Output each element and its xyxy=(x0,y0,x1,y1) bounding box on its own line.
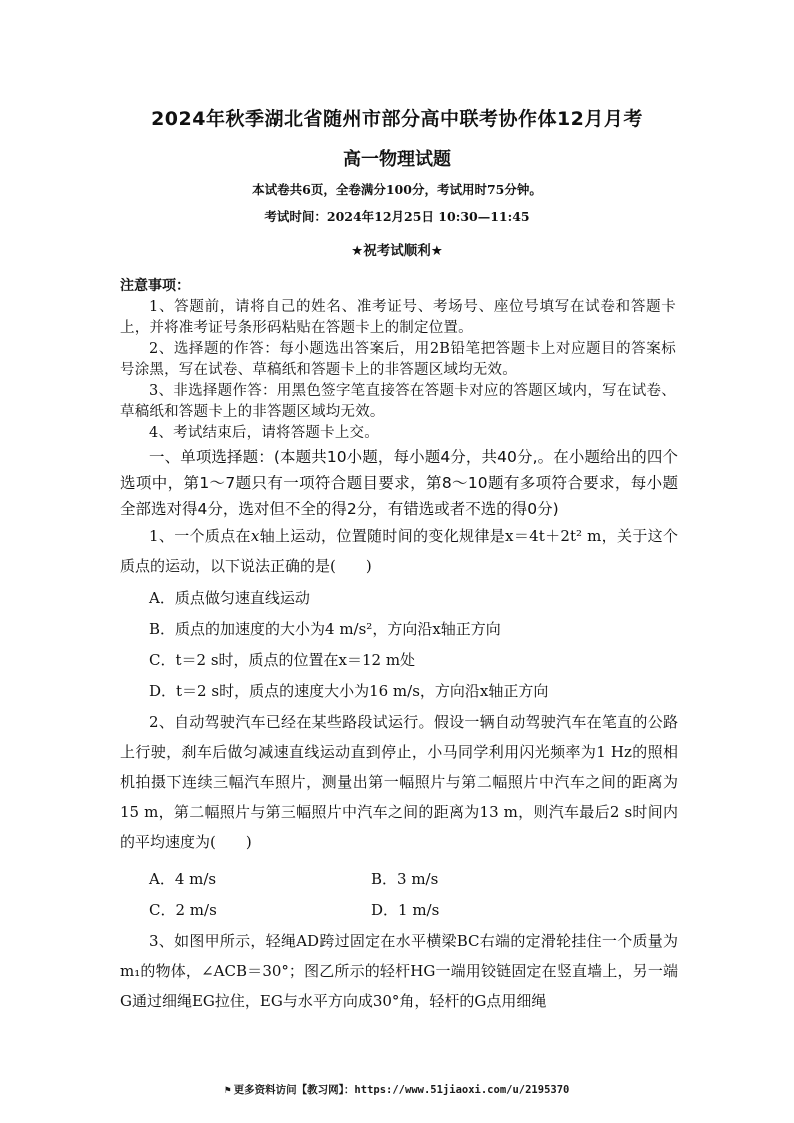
question-3 xyxy=(120,926,678,1016)
q2-option-b: B．3 m/s xyxy=(371,870,439,888)
exam-time-line: 考试时间：2024年12月25日 10:30—11:45 xyxy=(264,209,530,224)
exam-subtitle: 高一物理试题 xyxy=(343,149,451,170)
q1-option-d: D．t＝2 s时，质点的速度大小为16 m/s，方向沿x轴正方向 xyxy=(149,682,549,700)
q1-option-a: A．质点做匀速直线运动 xyxy=(149,589,310,607)
exam-info-line: 本试卷共6页，全卷满分100分，考试用时75分钟。 xyxy=(252,182,542,197)
footer-text[interactable]: 更多资料访问【教习网】：https://www.51jiaoxi.com/u/2195370 xyxy=(233,1084,570,1096)
section-heading: 一、单项选择题：(本题共10小题，每小题4分，共40分,。在小题给出的四个选项中，第1～7题只有一项符合题目要求，第8～10题有多项符合要求，每小题全部选对得4分，选对但不全的得2分，有错选或者不选的得0分) xyxy=(120,448,678,518)
exam-title: 2024年秋季湖北省随州市部分高中联考协作体12月月考 xyxy=(151,108,643,130)
good-luck-line: ★祝考试顺利★ xyxy=(351,243,443,259)
notes-section xyxy=(120,276,676,444)
question-2-stem: 2、自动驾驶汽车已经在某些路段试运行。假设一辆自动驾驶汽车在笔直的公路上行驶，刹车后做匀减速直线运动直到停止，小马同学利用闪光频率为1 Hz的照相机拍摄下连续三幅汽车照片，测量出第一幅照片与第二幅照片中汽车之间的距离为15 m，第二幅照片与第三幅照片中汽车之间的距离为13 m，则汽车最后2 s时间内的平均速度为( ) xyxy=(120,713,678,851)
notes-title: 注意事项： xyxy=(120,278,190,294)
question-2 xyxy=(120,707,678,857)
note-item: 1、答题前，请将自己的姓名、准考证号、考场号、座位号填写在试卷和答题卡上，并将准考证号条形码粘贴在答题卡上的制定位置。 xyxy=(120,299,676,336)
question-3-stem: 3、如图甲所示，轻绳AD跨过固定在水平横梁BC右端的定滑轮挂住一个质量为m₁的物体，∠ACB＝30°；图乙所示的轻杆HG一端用铰链固定在竖直墙上，另一端G通过细绳EG拉住，EG与水平方向成30°角，轻杆的G点用细绳 xyxy=(120,932,678,1010)
q1-option-c: C．t＝2 s时，质点的位置在x＝12 m处 xyxy=(149,651,416,669)
q2-option-d: D．1 m/s xyxy=(371,901,440,919)
question-1-stem: 1、一个质点在x轴上运动，位置随时间的变化规律是x＝4t＋2t² m，关于这个质点的运动，以下说法正确的是( ) xyxy=(120,527,678,575)
flag-icon: ⚑ xyxy=(224,1085,231,1096)
note-item: 2、选择题的作答：每小题选出答案后，用2B铅笔把答题卡上对应题目的答案标号涂黑，写在试卷、草稿纸和答题卡上的非答题区域均无效。 xyxy=(120,341,676,378)
q1-option-b: B．质点的加速度的大小为4 m/s²，方向沿x轴正方向 xyxy=(149,620,501,638)
q2-option-a: A．4 m/s xyxy=(149,870,217,888)
question-1 xyxy=(120,521,678,581)
footer-link[interactable] xyxy=(0,1082,794,1097)
note-item: 4、考试结束后，请将答题卡上交。 xyxy=(149,425,379,441)
q2-option-c: C．2 m/s xyxy=(149,901,217,919)
note-item: 3、非选择题作答：用黑色签字笔直接答在答题卡对应的答题区域内，写在试卷、草稿纸和答题卡上的非答题区域均无效。 xyxy=(120,383,676,420)
